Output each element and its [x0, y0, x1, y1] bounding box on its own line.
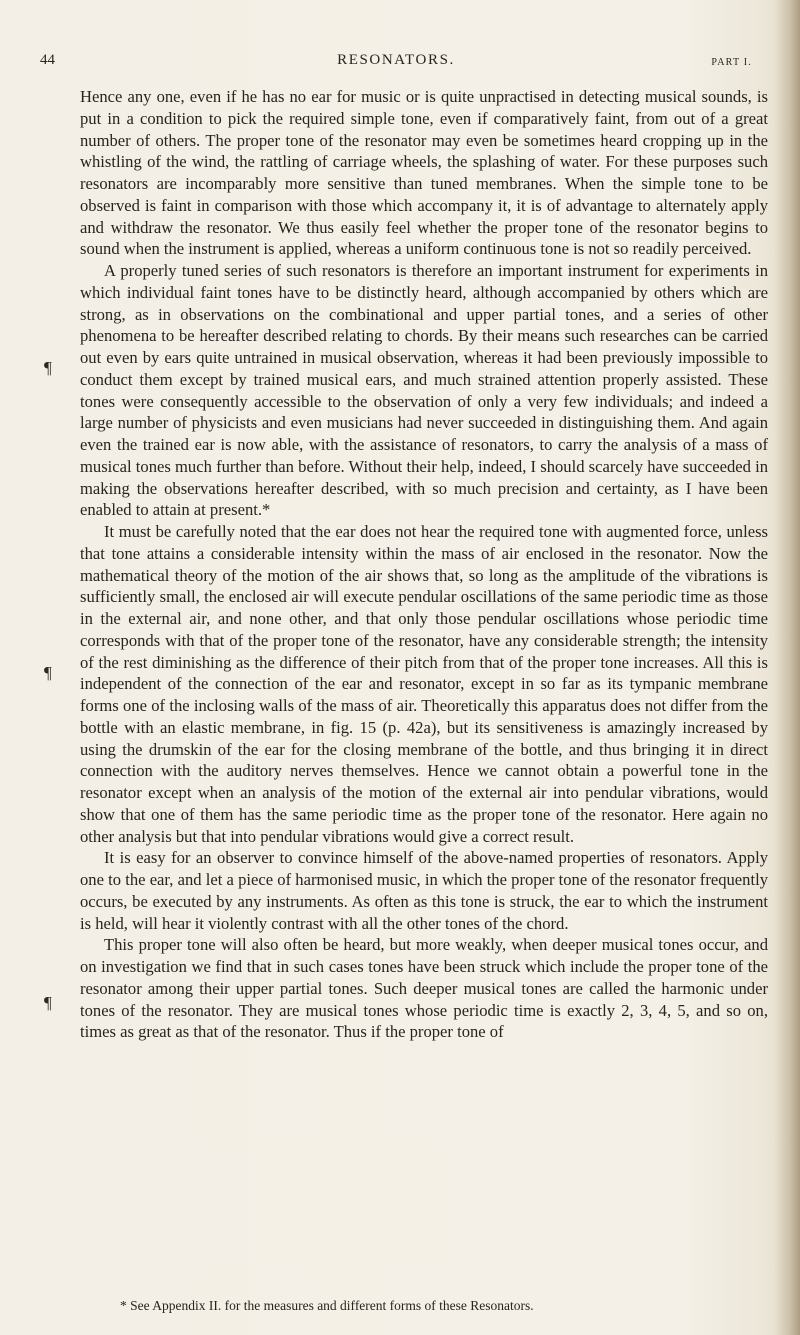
page-gutter-shadow [774, 0, 800, 1335]
body-text [80, 86, 768, 1043]
footnote: * See Appendix II. for the measures and different forms of these Resonators. [120, 1298, 534, 1313]
margin-pilcrow: ¶ [44, 993, 52, 1012]
part-label: PART I. [711, 57, 752, 68]
paragraph: Hence any one, even if he has no ear for music or is quite unpractised in detecting musical sounds, is put in a condition to pick the required simple tone, even if comparatively faint, from out of a great number of others. The proper tone of the resonator may even be sometimes heard cropping up in the whistling of the wind, the rattling of carriage wheels, the splashing of water. For these purposes such resonators are incomparably more sensitive than tuned membranes. When the simple tone to be observed is faint in comparison with those which accompany it, it is of advantage to alternately apply and withdraw the resonator. We thus easily feel whether the proper tone of the resonator begins to sound when the instrument is applied, whereas a uniform continuous tone is not so readily perceived. [80, 87, 768, 259]
margin-pilcrow: ¶ [44, 358, 52, 377]
running-head [40, 52, 752, 76]
paragraph: A properly tuned series of such resonators is therefore an important instrument for experiments in which individual faint tones have to be distinctly heard, although accompanied by others which are strong, as in observations on the combinational and upper partial tones, and a series of other phenomena to be hereafter described relating to chords. By their means such researches can be carried out even by ears quite untrained in musical observation, whereas it had been previously impossible to conduct them except by trained musical ears, and much strained attention properly assisted. These tones were consequently accessible to the observation of only a very few individuals; and indeed a large number of physicists and even musicians had never succeeded in distinguishing them. And again even the trained ear is now able, with the assistance of resonators, to carry the analysis of a mass of musical tones much further than before. Without their help, indeed, I should scarcely have succeeded in making the observations hereafter described, with so much precision and certainty, as I have been enabled to attain at present.* [80, 261, 768, 520]
margin-pilcrow: ¶ [44, 663, 52, 682]
paragraph: It must be carefully noted that the ear does not hear the required tone with augmented force, unless that tone attains a considerable intensity within the mass of air enclosed in the resonator. Now the mathematical theory of the motion of the air shows that, so long as the amplitude of the vibrations is sufficiently small, the enclosed air will execute pendular oscillations of the same periodic time as those in the external air, and none other, and that only those pendular oscillations whose periodic time corresponds with that of the proper tone of the resonator, have any considerable strength; the intensity of the rest diminishing as the difference of their pitch from that of the proper tone increases. All this is independent of the connection of the ear and resonator, except in so far as its tympanic membrane forms one of the inclosing walls of the mass of air. Theoretically this apparatus does not differ from the bottle with an elastic membrane, in fig. 15 (p. 42a), but its sensitiveness is amazingly increased by using the drumskin of the ear for the closing membrane of the bottle, and thus bringing it in direct connection with the auditory nerves themselves. Hence we cannot obtain a powerful tone in the resonator except when an analysis of the motion of the external air into pendular vibrations, would show that one of them has the same periodic time as the proper tone of the resonator. Here again no other analysis but that into pendular vibrations would give a correct result. [80, 522, 768, 846]
running-title: RESONATORS. [337, 52, 455, 68]
paragraph: It is easy for an observer to convince himself of the above-named properties of resonators. Apply one to the ear, and let a piece of harmonised music, in which the proper tone of the resonator frequently occurs, be executed by any instruments. As often as this tone is struck, the ear to which the instrument is held, will hear it violently contrast with all the other tones of the chord. [80, 848, 768, 933]
page-number: 44 [40, 52, 55, 68]
paragraph: This proper tone will also often be heard, but more weakly, when deeper musical tones occur, and on investigation we find that in such cases tones have been struck which include the proper tone of the resonator among their upper partial tones. Such deeper musical tones are called the harmonic under tones of the resonator. They are musical tones whose periodic time is exactly 2, 3, 4, 5, and so on, times as great as that of the resonator. Thus if the proper tone of [80, 935, 768, 1042]
